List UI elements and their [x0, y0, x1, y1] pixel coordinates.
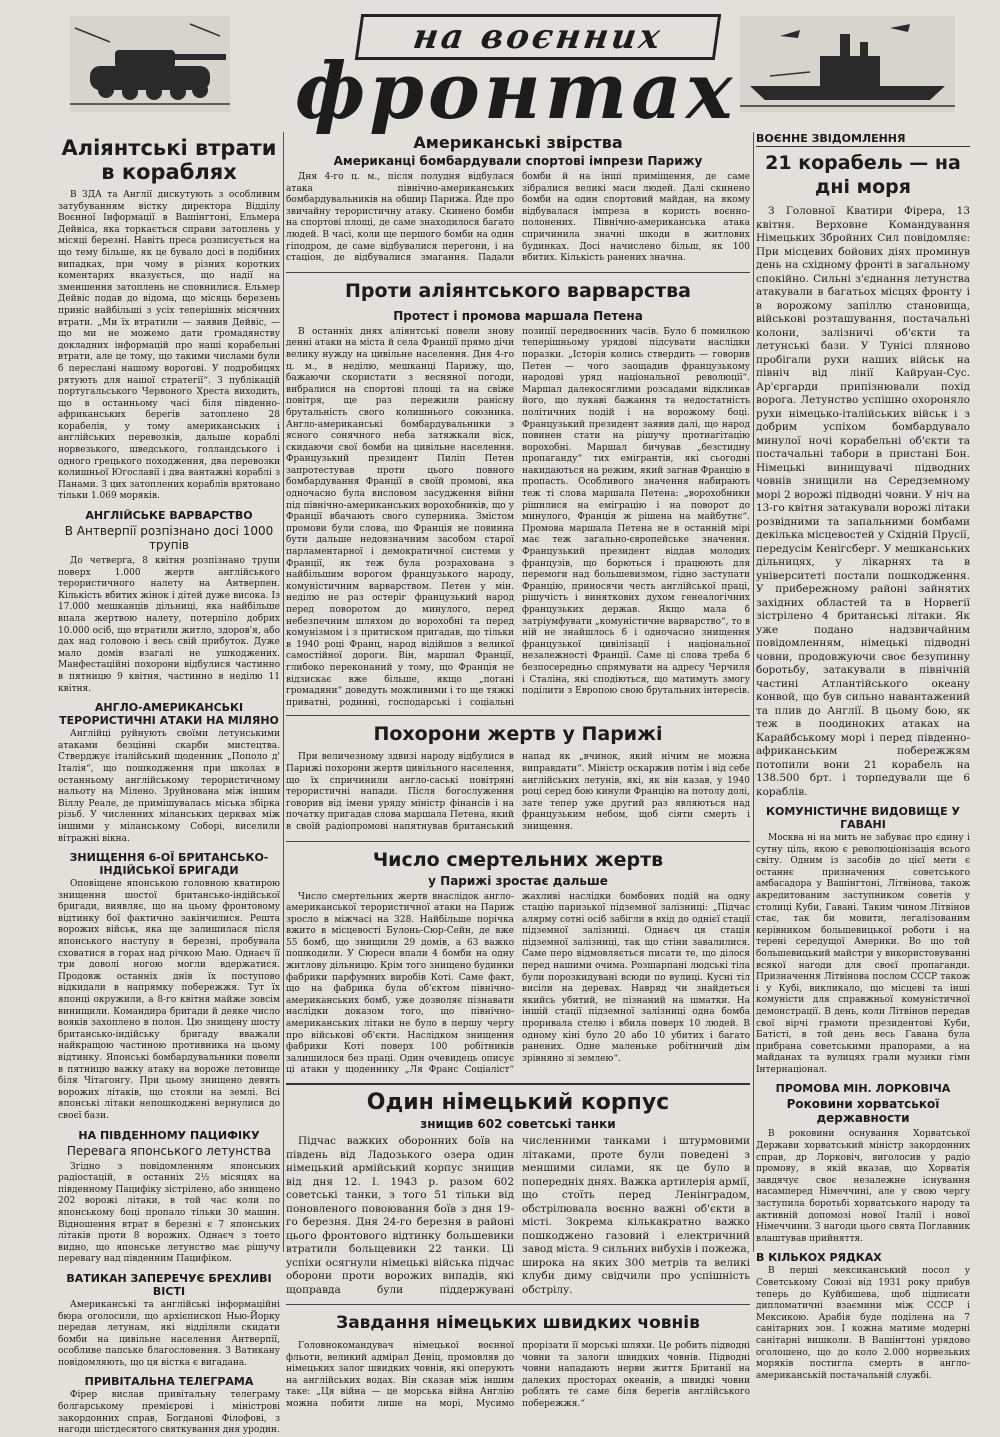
tank-illustration-icon	[70, 16, 230, 112]
warship-illustration-icon	[740, 16, 955, 112]
article-title: Завдання німецьких швидких човнів	[336, 1313, 700, 1333]
article-briefs	[756, 1251, 970, 1382]
article-german-corps	[286, 1091, 750, 1298]
article-title: Похорони жертв у Парижі	[373, 723, 663, 746]
article-title: Один німецький корпус	[366, 1090, 670, 1115]
article-allied-losses	[58, 136, 280, 503]
article-body: Число смертельних жертв внаслідок англо-американської терористичної атаки на Париж зросло в міжчасі на 328. Найбільше порічка вжито в місцевості Булонь-Сюр-Сейн, де вже 55 бомб, що знищили 29 домів, а 63 важко пошкодили. У Сюресн впали 4 бомби на одну житлову дільницю. Крім того знищено будинки фабрики парфумних виробів Коті. Саме факт, що на фабрика була об'єктом північно-американських бомб, уже дозволяє пізнавати наслідки доказом того, що північно-американських літаки не було в першу чергу про військові об'єкти. Наслідком знищення фабрики Коті поверх 100 робітників залишилося без праці. Один очевидець описує ці атаки у щоденнику „Ля Франс Соціаліст“ жахливі наслідки бомбових подій на одну стацію паризької підземної залізниці: „Підчас алярму сотні осіб забігли в вхід до однієї стації підземної залізниці. Однаєч ця стація підземної залізниці, так що стіни завалилися. Саме перо відмовляється писати те, що ділося перед нашими очима. Розшарпані людські тіла були порозкидувані всюди по вулиці. Кусні тіл висіли на деревах. Навряд чи знайдеться якийсь убитий, не пізнаний на шматки. На іншій стації підземної залізниці одна бомба проривала стелю і вбила поверх 10 людей. В одному кіні було 20 або 10 убитих і багато ранених. Одне маленьке робітничий дім зрівняно зі землею“.	[286, 891, 750, 1076]
article-title: ЗНИЩЕННЯ 6-ОЇ БРИТАНСЬКО-ІНДІЙСЬКОЇ БРИГАДИ	[69, 851, 269, 878]
article-title: В КІЛЬКОХ РЯДКАХ	[756, 1251, 882, 1265]
article-havana	[756, 805, 970, 1076]
article-body: При величезному здвизі народу відбулися в Парижі похорони жертв цивільного населення, що їх спричинили англо-саські повітряні терористичні напади. Після богослуження говорив від імени уряду міністр фінансів і на початку пригадав слова маршала Петена, який в своїй радіопромові напятнував британський напад як „вчинок, який нічим не можна виправдати“. Міністр оскаржив потім і від себе англійських летунів, які, як він казав, у 1940 році серед бою кинули Францію на потолу долі, зате тепер уже другий раз являються над французьким небом, щоб сіяти смерть і знищення.	[286, 752, 750, 832]
article-body: З Головної Кватири Фірера, 13 квітня. Верховне Командування Німецьких Збройних Сил повідомляє: При місцевих бойових діях проминув день на східному фронті в загальному спокійно. Сильні з'єднання летунства атакували в багатьох місцях фронту і в ворожому запіллю становища, військові розташування, постачальні колони, залізничі об'єкти та летунські бази. У Тунісі пляново пробігали рухи наших військ на північ від лінії Кайруан-Сус. Ар'єргарди припізнювали похід ворога. Летунство успішно охороняло рухи німецько-італійських військ і з добрим успіхом бомбардувало минулої ночі корабельні об'єкти та постачальні табори в пристані Бон. Німецькі винищувачі підводних човнів знищили на Середземному морі 2 ворожі підводні човни. У ніч на 13-го квітня затакували ворожі літаки розвідними та запальними бомбами декілька місцевостей у Східній Прусії, передусім Кенігсберг. У мешканських дільницях, у лікарнях та в університеті постали пошкодження. У прибережному районі зайнятих західних областей та в Норвегії зістрілено 4 британські літаки. Як уже подано надзвичайним повідомленням, німецькі підводні човни, продовжуючи своє безупинну боротьбу, затакували в північній частині Атлантійського океану конвой, що був сильно навантажений та плив до Англії. В цьому бою, як теж в поодиноких атаках на Карайбському морі і перед південно-африканським побережжям потопили вони 21 корабель на 138.500 брт. і торпедували ще 6 кораблів.	[756, 205, 970, 798]
article-title: АНГЛО-АМЕРИКАНСЬКІ ТЕРОРИСТИЧНІ АТАКИ НА МІЛЯНО	[59, 701, 279, 728]
column-center	[286, 132, 750, 1409]
article-body: Оповіщене японською головною кватирою знищення шостої британсько-індійської бригади, виявляє, що на цьому фронтовому відтинку бої фактично закінчилися. Решта ворожих військ, яка ще залишилася після японського наступу в березні, пробувала сховатися в горах над річкою Маю. Однаєч її три доволі ногою могли вдержатися. Продовж останніх днів їх поступово відкидали в напрямку побережжя. Тут їх японці окружили, а 8-го квітня майже зовсім винищили. Командира бригади й деяке число вояків захоплено в полон. Цю знищену шосту британсько-індійську бригаду вважали найкращою частиною противника на цьому відтинку. Японські бомбардувальники повели в пятницю важку атаку на вороже летовище біля Чітагонгу. При цьому знищено девять ворожих літаків, що стояли на землі. Всі японські літаки непошкоджені вернулися до своєї бази.	[58, 879, 280, 1121]
article-title: ПРИВІТАЛЬНА ТЕЛЕГРАМА	[84, 1375, 254, 1389]
article-title: ПРОМОВА МІН. ЛОРКОВІЧА	[775, 1082, 951, 1096]
article-body: В перші мексиканський посол у Советському Союзі від 1931 року прибув теперь до Куйбишева, щоб підписати дипломатичні взаємини між СССР і Мексикою. Арабія буде поділена на 7 санітарних зон. І кожна матиме модерні санітарні вишколи. В Вашінгтоні урядово оголошено, що до коло 2.000 норвезьких моряків постигла смерть в англо-американській постачальній службі.	[756, 1266, 970, 1381]
column-rule	[283, 132, 284, 1252]
article-subtitle: знищив 602 советські танки	[420, 1117, 616, 1131]
article-subtitle: Протест і промова маршала Петена	[393, 308, 643, 323]
article-title: Американські звірства	[413, 133, 623, 152]
article-body: До четверга, 8 квітня розпізнано трупи поверх 1.000 жертв англійського терористичного налету на Антверпен. Кількість вбитих жінок і дітей дуже висока. Із 17.000 мешканців дільниці, яка найбільше впала жертвою налету, потерпіло добрих 10.000 осіб, що втратили житло, здоров'я, або дах над головою і весь свій прибуток. Дуже мало домів взагалі не ушкоджених. Манфестаційні похорони відбулися частинно в пятницю 9 квітня, частинно в неділю 11 квітня.	[58, 556, 280, 694]
article-subtitle: Роковини хорватської державности	[786, 1097, 940, 1126]
article-body: Підчас важких оборонних боїв на південь від Ладозького озера один німецький армійський корпус знищив від дня 12. І. 1943 р. разом 602 советські танки, з того 51 тільки від поновленого повоювання боїв з дня 19-го березня. Дня 24-го березня в районі цього фронтового відтинку большевики втратили больщевики 22 танки. Ці успіхи осягнули німецькі війська підчас оборони проти ворожих випадів, які щоправда були піддержувані численними танками і штурмовими літаками, проте були поведені з меншими силами, як це було в попередніх днях. Важка артилерія армії, що стоїть перед Ленінградом, обстрілювала воєнно важні об'єкти в місті. Зокрема кількакратно важко пошкоджено газовий і електричний завод міста. 9 сильних вибухів і пожежа, широка на яких 300 метрів та великі клуби диму свідчили про успішність обстрілу.	[286, 1135, 750, 1296]
article-body: Англійці руйнують своїми летунськими атаками безцінні скарби мистецтва. Стверджує італійський щоденник „Пополо д' Італія“, що пошкодження при школах в останньому англійському терористичному нальоту на Мілено. Зруйнована між іншим Віллу Реале, де примішувалась міська збірка різьб. У численних міланських церквах між іншими у міланському Соборі, виселили вітражні вікна.	[58, 729, 280, 844]
article-title: НА ПІВДЕННОМУ ПАЦИФІКУ	[78, 1128, 260, 1142]
article-body: Дня 4-го ц. м., після полудня відбулася атака північно-американських бомбардувальників на обшир Парижа. Йде про звичайну терористичну атаку. Скинено бомби на спортові площі, де саме знаходилося багато людей. В часі, коли ще першого бомби на один гіподром, де саме відбувалися перегони, і на стаціон, де відбувалися змагання. Падали бомби й на інші приміщення, де саме зібралися великі маси людей. Далі скинено бомби на один спортовий майдан, на якому відбувалася імпреза в користь воєнно-полонених. Північно-американська атака спричинила значні шкоди в житлових будинках. Досі начислено більш, як 100 вбитих. Кількість ранених значна.	[286, 172, 750, 264]
article-title: АНГЛІЙСЬКЕ ВАРВАРСТВО	[85, 509, 253, 523]
divider	[286, 272, 750, 273]
divider	[286, 1083, 750, 1085]
article-subtitle: Американці бомбардували спортові імпрези Парижу	[333, 154, 703, 168]
article-paris-funerals	[286, 722, 750, 834]
article-body: В ЗДА та Англії дискутують з особливим затубуванням вістку директора Відділу Воєнної Інформації в Вашінгтоні, Ельмера Дейвіса, яка торкається справи затоплень у місяці березні. Навіть преса розписується на що тему більше, як це бувало досі в подібних випадках, при чому в різних коротких коментарях вказується, що надії на зменшення затоплень не сповнилися. Ельмер Дейвіс подав до відома, що місяць березень приніс найбільші з усіх теперішніх місячних втрати. „Ми їх втратили — заявив Дейвіс, — що ми не можемо дати громадянству докладних інформацій про наші корабельні втрати, але це тому, що такими числами були б переслані нашому ворогові. У подробицях рятують для нашої стратегії“. З публікацій португальського Червоного Хреста виходить, що в останньому часі біля південно-африканських берегів затоплено 28 корабелів, у тому американських і англійських перевозків, дальше кораблі норвезького, шведського, голландського і одного грецького походження, два перевозки колишньої Югославії і два вантажні кораблі з Панами. З цих затоплених кораблів врятовано тільки 1.069 моряків.	[58, 190, 281, 502]
masthead-title: фронтах	[295, 46, 737, 137]
article-subtitle: у Парижі зростає дальше	[428, 873, 608, 888]
column-left	[58, 132, 281, 1436]
masthead-subtitle: на воєнних	[355, 14, 721, 60]
article-subtitle: В Антверпії розпізнано досі 1000 трупів	[64, 524, 274, 553]
masthead	[60, 8, 965, 137]
article-telegram	[58, 1375, 280, 1436]
article-south-pacific	[58, 1129, 280, 1266]
article-title: Число смертельних жертв	[372, 848, 664, 871]
article-subtitle: Перевага японського летунства	[66, 1143, 272, 1158]
article-death-toll	[286, 848, 750, 1078]
article-body: Москва ні на мить не забуває про єдину і сутну ціль, якою є революціонізація всього світу. Одним із засобів до цієї мети є останнє призначення советського амбасадора у Вашінгтоні, Літвінова, також акредитованим заступником советів у столиці Куби, Гавані. Таким чином Літвінов стає, так би мовити, легалізованим керівником большевицької роботи і на терені середущої Америки. Во що той большевицький майстри у використовуванні всякої нагоди для своєї пропаганди. Призначення Літвінова послом СССР також і у Кубі, викликало, що місцеві та інші комуністи для справжньої комуністичної демонстрації. В день, коли Літвінов передав свої вірчі грамоти президентові Куби, Батісті, в той день весь Гавана була прибрана советськими прапорами, а на майданах та вулицях грали музики гімн Інтернаціонал.	[756, 833, 970, 1075]
article-brigade-destroyed	[58, 851, 280, 1122]
divider	[286, 1304, 750, 1305]
column-rule	[753, 132, 754, 1252]
article-speedboats	[286, 1311, 750, 1412]
article-title: Проти аліянтського варварства	[345, 279, 691, 302]
column-right	[756, 132, 970, 1381]
article-vatican	[58, 1272, 280, 1370]
divider	[286, 715, 750, 716]
article-body: Фірер вислав привітальну телеграму болгарському премієрові і міністрові закордонних справ, Богданові Філофові, з нагоди шістдесятого святкування дня уродин.	[58, 1390, 280, 1436]
article-body: Головнокомандувач німецької воєнної фльоти, великий адмірал Деніц, промовляв до німецьких залог швидких човнів, які оперують на англійських водах. Він сказав між іншим таке: „Ця війна — це морська війна Англію можна побити лише на морі, Мусимо прорізати її морські шляхи. Це робить підводні човни та залоги швидких човнів. Підводні човни нападають нерви життя Британії на далеких просторах океанів, а швидкі човни роблять те саме біля берегів англійського побережжя.“	[286, 1341, 750, 1409]
article-title: Аліянтські втрати в кораблях	[61, 136, 277, 184]
divider	[286, 841, 750, 842]
article-title: 21 корабель — на дні моря	[765, 152, 961, 198]
article-english-barbarism	[58, 509, 280, 695]
article-petain-protest	[286, 279, 750, 710]
article-body: В роковини оснування Хорватської Держави хорватський міністр закордонних справ, др Лорковіч, виголосив у радіо промову, в якій вказав, що Хорватія завдячує своє незалежне існування насамперед Німеччині, але у свою чергу заступила боротьбі хорватського народу та активній допомозі нової Італії і нової Німеччини. З нагоди цього свята Поглавник влаштував прийняття.	[756, 1129, 970, 1244]
article-american-atrocities	[286, 134, 750, 266]
article-21-ships	[756, 151, 970, 799]
article-title: ВАТИКАН ЗАПЕРЕЧУЄ БРЕХЛИВІ ВІСТІ	[66, 1271, 272, 1298]
article-body: В останніх днях аліянтські повели знову денні атаки на міста й села Франції прямо дічи велику нужду на цивільне населення. Дня 4-го ц. м., в неділю, мешканці Парижу, що, бажаючи скористати з весняної погоди, вибралися на спортові площі та на свіже повітря, ще раз пережили ранісну брутальність свого колишнього союзника. Англо-американські бомбардувальники з ясного сонячного неба затяжкали віск, скидаючи свої бомби на цивільне населення. Французький президент Пиліп Петен запротестував проти цього повного бомбардування Франції в своїй промові, яка одночасно була висловом засудження війни під північно-американських ворохобників, що у Франції вбачають свого суперника. Змістом промови були слова, що Франція не повинна бути дальше недовзначним засобом старої парламентарної і демократичної системи у Франції, як теж була розрахована з найбільшим ворогом французького народу, комуністичним варварством. Петен у мін. неділю не раз остеріг французький народ перед поворотом до минулого, перед небезпечним шляхом до ворохобні та перед комунізмом і з притиском пригадав, що тільки в 1940 році Франц, народ відійшов з великої самостійної дороги. Він, маршал Франції, глибоко переконаний у тому, що Франція не відзискає вже більше, якщо „погані громадяни“ доведуть можливими і то ще тяжкі приватні, родинні, господарські і соціальні позиції передвоєнних часів. Було б помилкою теперішньому урядові підсувати наслідки поразки. „Історія колись ствердить — говорив Петен — чого заощадив французькому народові уряд національної революції“. Маршал далекосяглими розсадами відкликав його, що лукаві бажання та недостатність політичних подій і на ворожому боці. Французький президент заявив далі, що народ повинен стати на рішучу протиагітацію ворохобні. Маршал бичував „безстидну пропаганду“ тих емігрантів, які сьогодні накидаються на режим, який загнав Францію в пропасть. Особливого значення набирають теж ті слова маршала Петена: „ворохобники рішилися на еміграцію і на поворот до минулого, Франція ж рішена на майбутнє“. Промова маршала Петена не в останній мірі має теж загально-європейське значення. Французький президент віддав молодих французів, що борються і працюють для перемоги над большевизмом, гідно заступати Францію, приносячи честь англійської праці, рішучість і виняткових духом генеалогічних французьких держав. Якщо мала б затріумфувати „комуністичне варварство“, то в ній не знайшлось б і одночасно знищення французької цивілізації і національної незалежності Франції. Саме ці слова треба б безпосередньо спрямувати на адресу Черчиля і Сталіна, які сподіються, що матимуть змогу поділити з Европою свою брутальних інтересів.	[286, 326, 750, 708]
article-milan-attacks	[58, 701, 280, 845]
section-tag: ВОЄННЕ ЗВІДОМЛЕННЯ	[756, 132, 970, 147]
article-body: Згідно з повідомленням японських радіостацій, в останніх 2½ місяцях на південному Пацифіку зістрілено, або знищено 202 ворожі літаки, в той час коли по японському боці пропало тільки 30 машин. Відношення втрат в березні є 7 японських літаків проти 8 ворожих. Однаєч з тоето видно, що японське летунство має рішучу перевагу над південним Пацифіком.	[58, 1161, 280, 1265]
article-title: КОМУНІСТИЧНЕ ВИДОВИЩЕ У ГАВАНІ	[765, 805, 961, 831]
article-lorkovic	[756, 1082, 970, 1245]
article-body: Американські та англійські інформаційні бюра оголосили, що архієпископ Нью-Йорку передав летунам, які відділяли скидати бомби на цивільне населення Антверпії, особливе папське благословення. З Ватикану повідомляють, що ця вістка є вигадана.	[58, 1299, 280, 1368]
